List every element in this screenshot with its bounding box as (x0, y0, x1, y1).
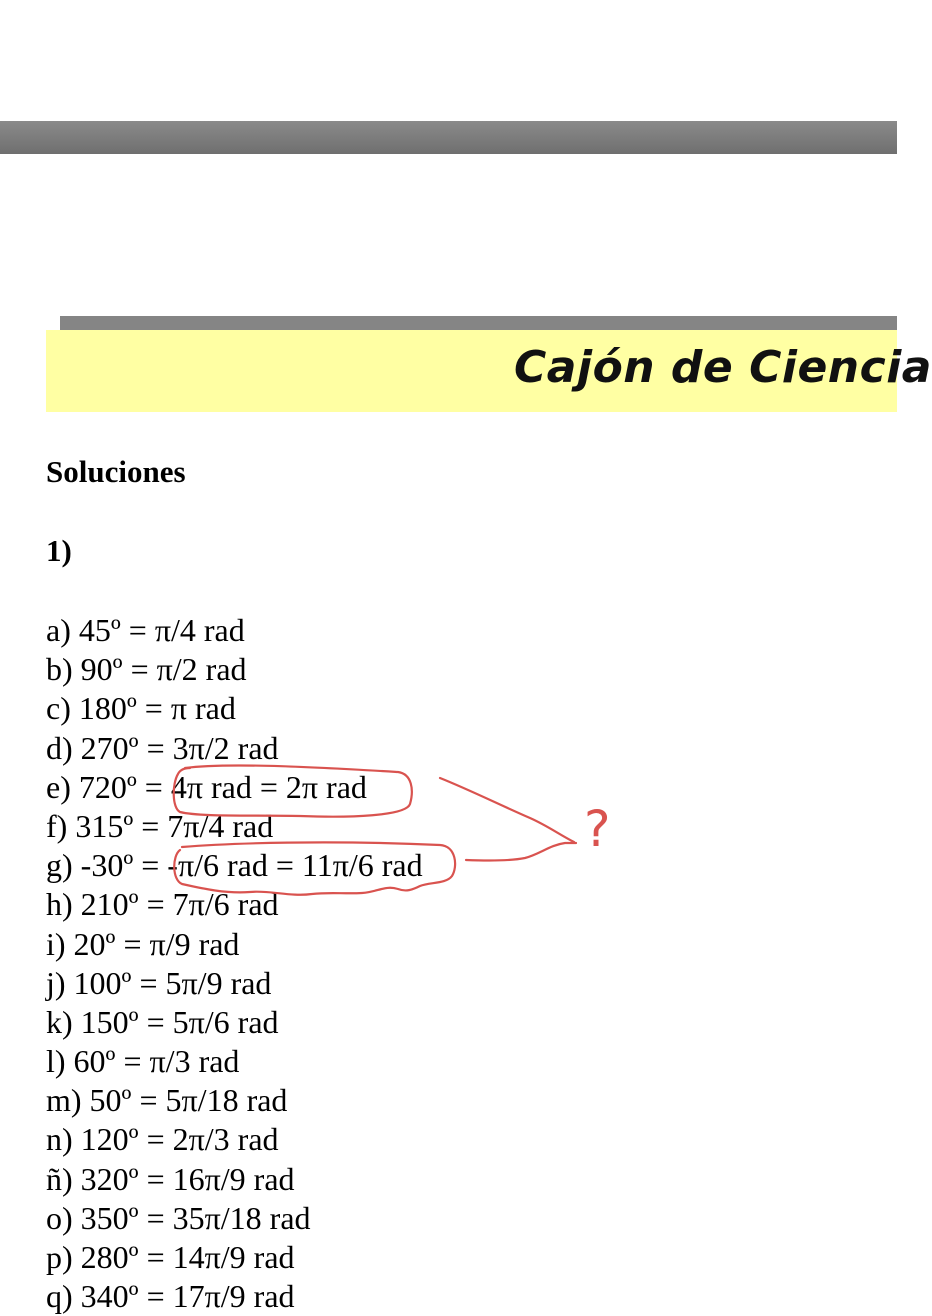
answer-item: n) 120º = 2π/3 rad (46, 1121, 279, 1158)
top-gray-bar (0, 121, 897, 154)
header-banner (46, 330, 932, 412)
answer-item: b) 90º = π/2 rad (46, 651, 247, 688)
answer-item: f) 315º = 7π/4 rad (46, 807, 274, 844)
question-mark-annotation: ? (584, 800, 611, 858)
answer-item: i) 20º = π/9 rad (46, 925, 240, 962)
header-gray-rule (60, 316, 897, 330)
answer-item: e) 720º = 4π rad = 2π rad (46, 768, 367, 805)
answer-item: g) -30º = -π/6 rad = 11π/6 rad (46, 847, 423, 884)
answer-item: o) 350º = 35π/18 rad (46, 1199, 311, 1236)
section-heading: Soluciones (46, 454, 186, 489)
answer-item: k) 150º = 5π/6 rad (46, 1003, 279, 1040)
answer-item: l) 60º = π/3 rad (46, 1043, 240, 1080)
answer-list (46, 611, 423, 1316)
arrow-stroke-upper (440, 778, 574, 842)
arrow-stroke-lower (466, 843, 576, 861)
answer-item: p) 280º = 14π/9 rad (46, 1239, 295, 1275)
answer-item: c) 180º = π rad (46, 690, 236, 727)
exercise-number: 1) (46, 533, 72, 568)
answer-item: q) 340º = 17π/9 rad (46, 1278, 295, 1315)
answer-item: a) 45º = π/4 rad (46, 612, 245, 648)
answer-item: m) 50º = 5π/18 rad (46, 1082, 288, 1119)
answer-item: h) 210º = 7π/6 rad (46, 886, 279, 923)
answer-item: ñ) 320º = 16π/9 rad (46, 1160, 295, 1197)
brand-title: Cajón de Ciencia (514, 342, 932, 393)
answer-item: d) 270º = 3π/2 rad (46, 729, 279, 766)
answer-item: j) 100º = 5π/9 rad (46, 964, 272, 1001)
